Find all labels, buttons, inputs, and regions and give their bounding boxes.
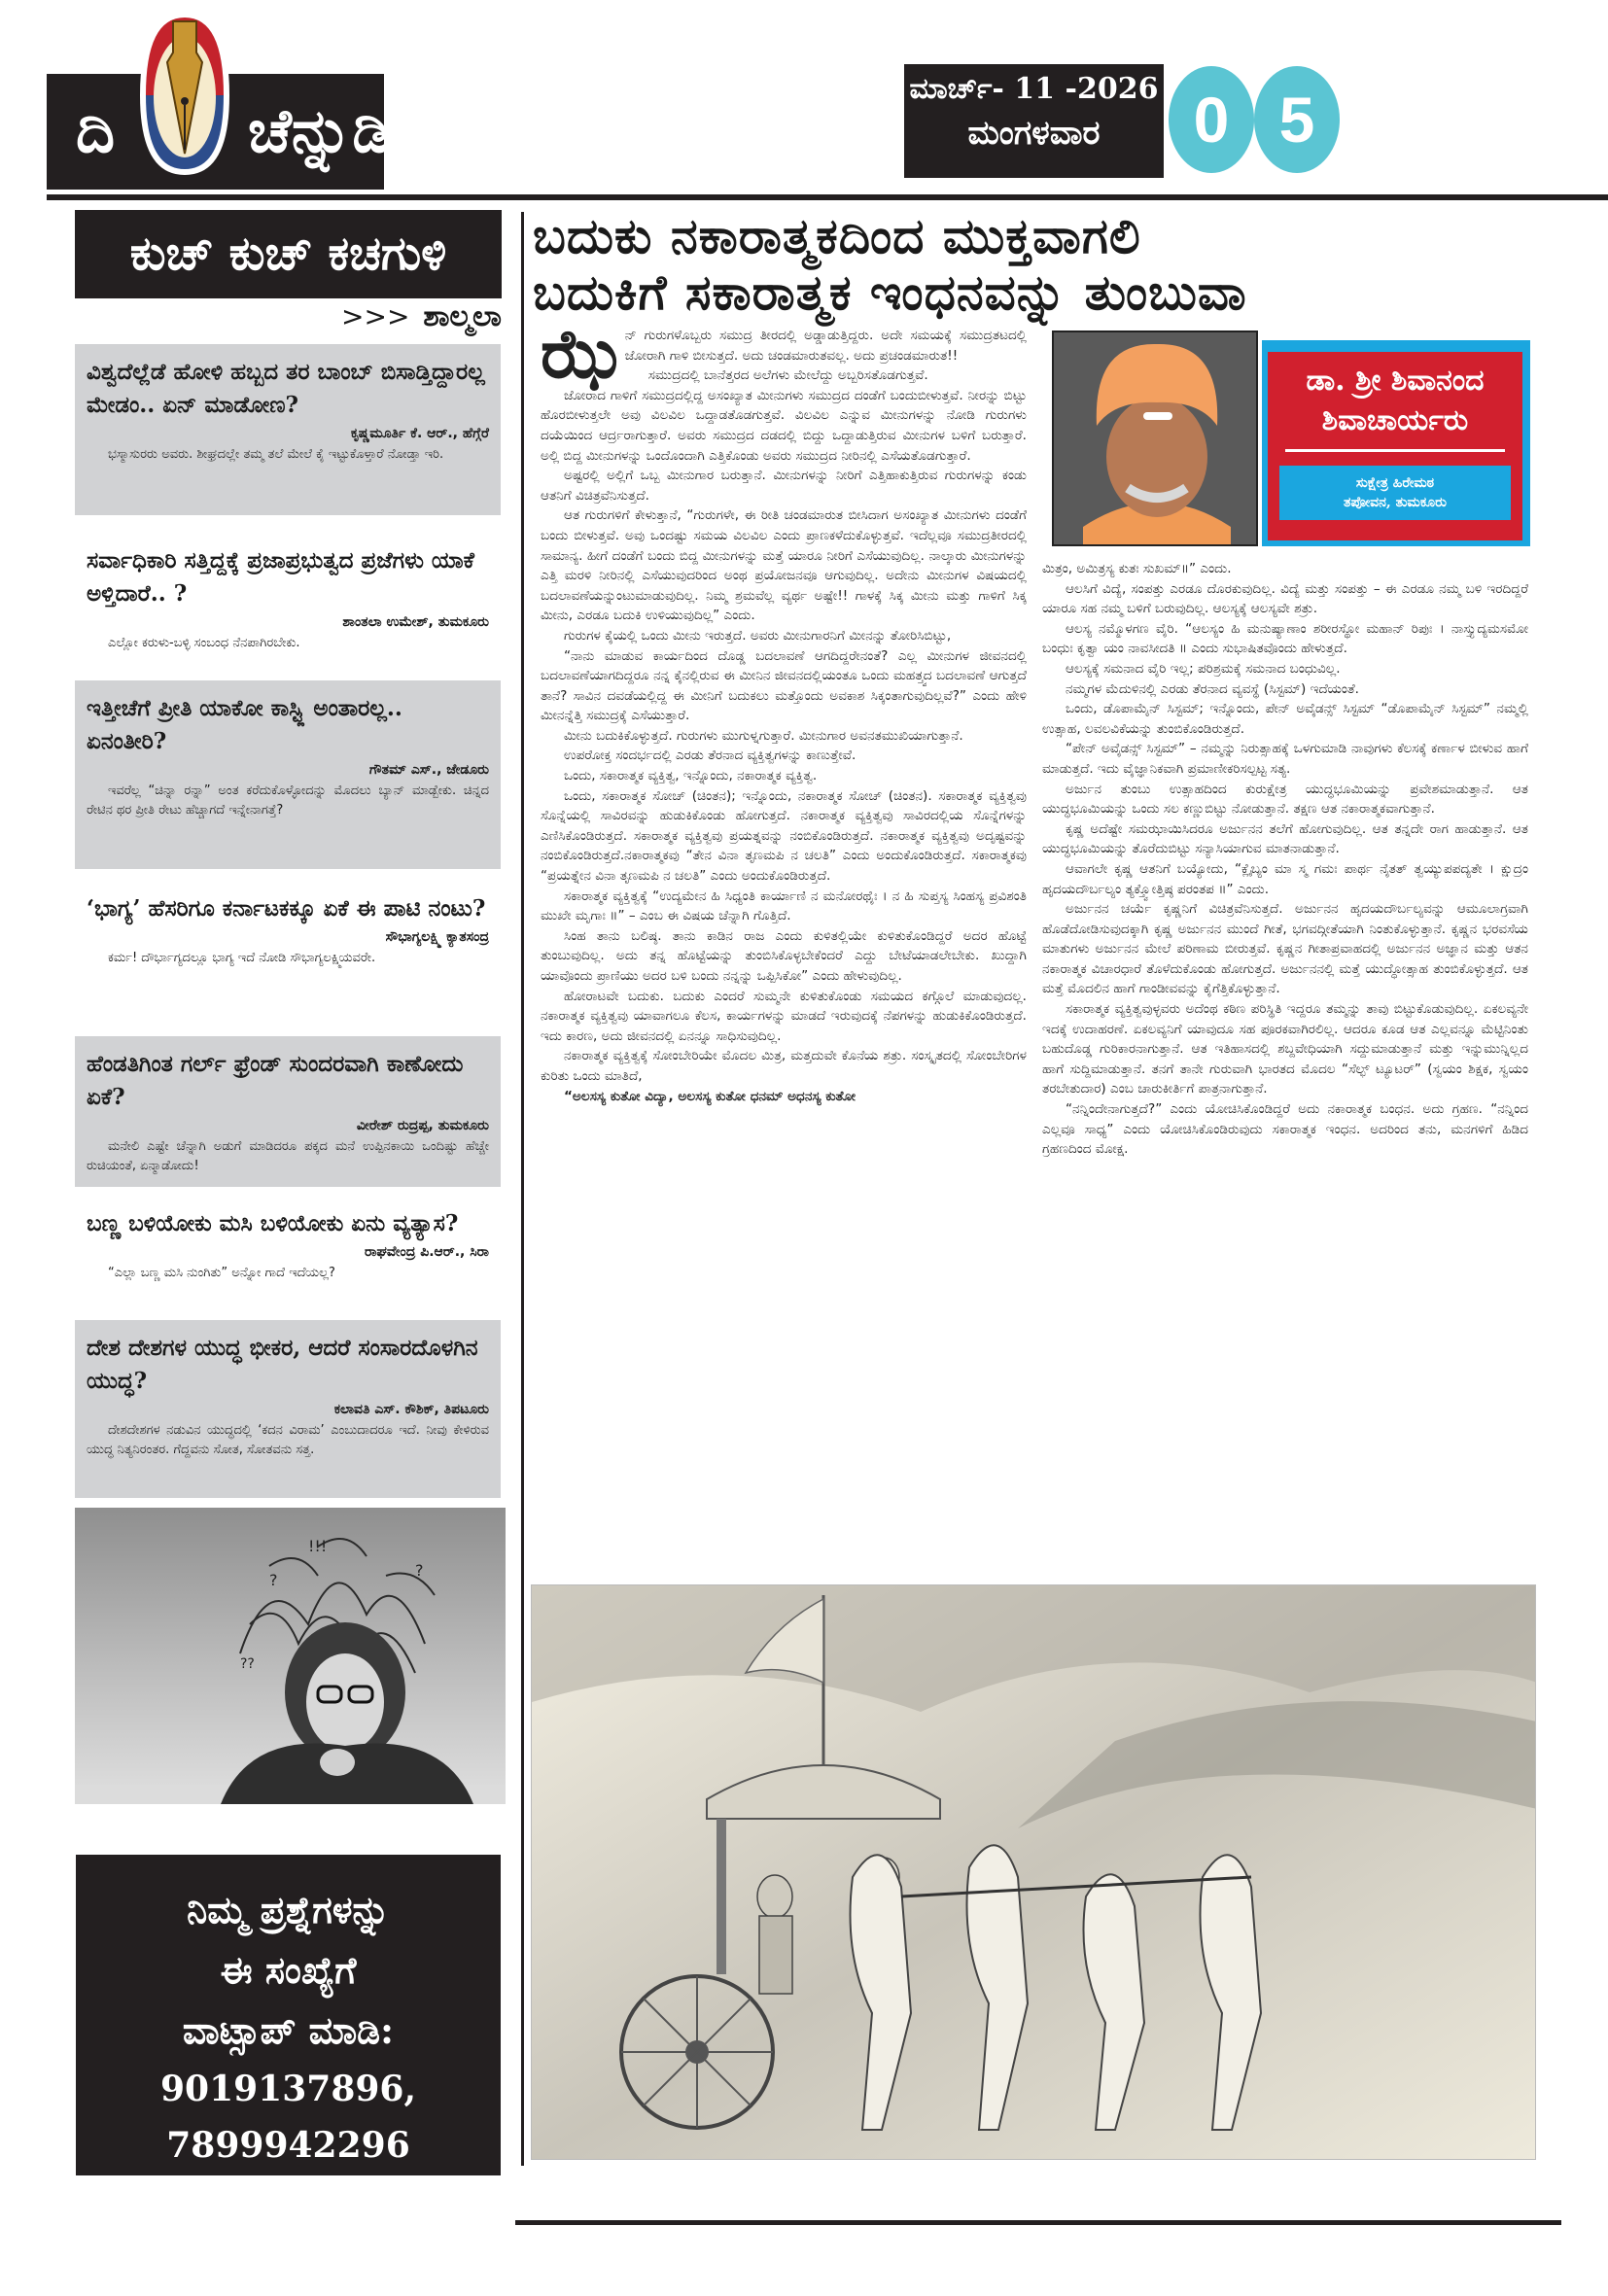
qa-question: ವಿಶ್ವದೆಲ್ಲೆಡೆ ಹೋಳಿ ಹಬ್ಬದ ತರ ಬಾಂಬ್ ಬಿಸಾಡ್ತಿದ್ದಾರಲ್ಲ ಮೇಡಂ.. ಏನ್ ಮಾಡೋಣ? xyxy=(87,359,485,418)
article-paragraph: “ನನ್ನಿಂದೇನಾಗುತ್ತದೆ?” ಎಂದು ಯೋಚಿಸಿಕೊಂಡಿದ್ದರೆ ಅದು ನಕಾರಾತ್ಮಕ ಬಂಧನ. ಅದು ಗ್ರಹಣ. “ನನ್ನಿಂದ ಎಲ್ಲವೂ ಸಾಧ್ಯ” ಎಂದು ಯೋಚಿಸಿಕೊಂಡಿರುವುದು ಸಕಾರಾತ್ಮಕ ಇಂಧನ. ಅದರಿಂದ ತನು, ಮನಗಳಿಗೆ ಹಿಡಿದ ಗ್ರಹಣದಿಂದ ಮೋಕ್ಷ. xyxy=(1042,1101,1528,1158)
whatsapp-line2: ಈ ಸಂಖ್ಯೆಗೆ xyxy=(220,1948,357,1992)
article-paragraph: “ಪೇನ್ ಅವೈಡನ್ಸ್ ಸಿಸ್ಟಮ್” – ನಮ್ಮನ್ನು ನಿರುತ್ಸಾಹಕ್ಕೆ ಒಳಗುಮಾಡಿ ನಾವುಗಳು ಕೆಲಸಕ್ಕೆ ಕರ್ಣಾಳ ಬೀಳುವ ಹಾಗೆ ಮಾಡುತ್ತದೆ. ಇದು ವೈಜ್ಞಾನಿಕವಾಗಿ ಪ್ರಮಾಣೀಕರಿಸಲ್ಪಟ್ಟ ಸತ್ಯ. xyxy=(1042,741,1528,777)
author-name-line-2: ಶಿವಾಚಾರ್ಯರು xyxy=(1321,403,1469,437)
svg-text:?: ? xyxy=(269,1571,278,1589)
author-place xyxy=(1279,466,1511,520)
whatsapp-line3: ವಾಟ್ಸಾಪ್ ಮಾಡಿ: xyxy=(182,2008,395,2052)
whatsapp-line1: ನಿಮ್ಮ ಪ್ರಶ್ನೆಗಳನ್ನು xyxy=(187,1888,390,1931)
svg-text:?: ? xyxy=(415,1561,424,1580)
article-paragraph: ಸಮುದ್ರದಲ್ಲಿ ಬಾನೆತ್ತರದ ಅಲೆಗಳು ಮೇಲೆದ್ದು ಅಬ್ಬರಿಸತೊಡಗುತ್ತವೆ. xyxy=(647,367,928,384)
column-byline xyxy=(253,299,502,333)
qa-item xyxy=(75,533,501,669)
brand-name-left: ದಿ xyxy=(76,95,116,166)
article-paragraph: ಆಲಸ್ಯ ನಮ್ಮೊಳಗಣ ವೈರಿ. “ಆಲಸ್ಯಂ ಹಿ ಮನುಷ್ಯಾಣಾಂ ಶರೀರಸ್ಥೋ ಮಹಾನ್ ರಿಪುಃ । ನಾಸ್ತ್ಯುದ್ಯಮಸಮೋ ಬಂಧುಃ ಕೃತ್ವಾ ಯಂ ನಾವಸೀದತಿ ॥ ಎಂದು ಸುಭಾಷಿತವೊಂದು ಹೇಳುತ್ತದೆ. xyxy=(1042,620,1528,657)
qa-answer: ದೇಶದೇಶಗಳ ನಡುವಿನ ಯುದ್ಧದಲ್ಲಿ ‘ಕದನ ವಿರಾಮ’ ಎಂಬುದಾದರೂ ಇದೆ. ನೀವು ಕೇಳಿರುವ ಯುದ್ಧ ನಿತ್ಯನಿರಂತರ. ಗೆದ್ದವನು ಸೋತ, ಸೋತವನು ಸತ್ತ. xyxy=(87,1423,489,1457)
qa-asked-by: ಗೌತಮ್ ಎಸ್., ಜೇಡೂರು xyxy=(368,762,489,778)
whatsapp-phone-1: 9019137896, xyxy=(159,2069,417,2109)
article-body-right xyxy=(1042,559,1528,1160)
confused-woman-illustration-icon xyxy=(75,1508,506,1804)
qa-asked-by: ಕೃಷ್ಣಮೂರ್ತಿ ಕೆ. ಆರ್., ಹೆಗ್ಗೆರೆ xyxy=(350,426,489,441)
author-place-line-1: ಸುಕ್ಷೇತ್ರ ಹಿರೇಮಠ xyxy=(1355,475,1435,491)
article-paragraph: ಮಿತ್ರಂ, ಅಮಿತ್ರಸ್ಯ ಕುತಃ ಸುಖಮ್॥” ಎಂದು. xyxy=(1042,561,1232,576)
article-paragraph: ಗುರುಗಳ ಕೈಯಲ್ಲಿ ಒಂದು ಮೀನು ಇರುತ್ತದೆ. ಅವರು ಮೀನುಗಾರನಿಗೆ ಮೀನನ್ನು ತೋರಿಸಿಬಿಟ್ಟು, xyxy=(564,627,952,644)
whatsapp-submission-box xyxy=(76,1855,501,2175)
article-paragraph: ಆತ ಗುರುಗಳಿಗೆ ಕೇಳುತ್ತಾನೆ, “ಗುರುಗಳೇ, ಈ ರೀತಿ ಚಂಡಮಾರುತ ಬೀಸಿದಾಗ ಅಸಂಖ್ಯಾತ ಮೀನುಗಳು ದಂಡೆಗೆ ಬಂದು ಬೀಳುತ್ತವೆ. ಅವು ಒಂದಷ್ಟು ಸಮಯ ವಿಲವಿಲ ಎಂದು ಪ್ರಾಣಕಳೆದುಕೊಳ್ಳುತ್ತವೆ. ಇದೆಲ್ಲವೂ ಸಮುದ್ರತೀರದಲ್ಲಿ ಸಾಮಾನ್ಯ. ಹೀಗೆ ದಂಡೆಗೆ ಬಂದು ಬಿದ್ದ ಮೀನುಗಳನ್ನು ಮತ್ತೆ ಯಾರೂ ನೀರಿಗೆ ಎಸೆಯುವುದಿಲ್ಲ. ನಾಲ್ಕಾರು ಮೀನುಗಳನ್ನು ಎತ್ತಿ ಮರಳಿ ನೀರಿನಲ್ಲಿ ಎಸೆಯುವುದರಿಂದ ಅಂಥ ಪ್ರಯೋಜನವೂ ಆಗುವುದಿಲ್ಲ. ಅದೇನು ಮೀನುಗಳ ವಿಷಯದಲ್ಲಿ ಬದಲಾವಣೆಯನ್ನುಂಟುಮಾಡುವುದಿಲ್ಲ. ನಿಮ್ಮ ಶ್ರಮವೆಲ್ಲ ವ್ಯರ್ಥ ಅಷ್ಟೇ!! ಗಾಳಕ್ಕೆ ಸಿಕ್ಕ ಮೀನು ಮತ್ತು ಗಾಳಿಗೆ ಸಿಕ್ಕ ಮೀನು, ಎರಡೂ ಬದುಕಿ ಉಳಿಯುವುದಿಲ್ಲ” ಎಂದು. xyxy=(541,507,1027,624)
qa-item xyxy=(75,881,501,1036)
article-paragraph: ಒಂದು, ಸಕಾರಾತ್ಮಕ ವ್ಯಕ್ತಿತ್ವ, ಇನ್ನೊಂದು, ನಕಾರಾತ್ಮಕ ವ್ಯಕ್ತಿತ್ವ. xyxy=(564,768,818,784)
article-body-left xyxy=(541,313,1027,1106)
qa-asked-by: ಶಾಂತಲಾ ಉಮೇಶ್, ತುಮಕೂರು xyxy=(342,614,489,630)
qa-question: ಸರ್ವಾಧಿಕಾರಿ ಸತ್ತಿದ್ದಕ್ಕೆ ಪ್ರಜಾಪ್ರಭುತ್ವದ ಪ್ರಜೆಗಳು ಯಾಕೆ ಅಳ್ತಿದಾರೆ.. ? xyxy=(87,547,474,607)
qa-item xyxy=(75,344,501,515)
qa-question: ಬಣ್ಣ ಬಳಿಯೋಕು ಮಸಿ ಬಳಿಯೋಕು ಏನು ವ್ಯತ್ಯಾಸ? xyxy=(87,1210,459,1236)
article-paragraph: ಅರ್ಜುನ ತುಂಬು ಉತ್ಸಾಹದಿಂದ ಕುರುಕ್ಷೇತ್ರ ಯುದ್ಧಭೂಮಿಯನ್ನು ಪ್ರವೇಶಮಾಡುತ್ತಾನೆ. ಆತ ಯುದ್ಧಭೂಮಿಯನ್ನು ಒಂದು ಸಲ ಕಣ್ಣುಬಿಟ್ಟು ನೋಡುತ್ತಾನೆ. ತಕ್ಷಣ ಆತ ನಕಾರಾತ್ಮಕವಾಗುತ್ತಾನೆ. xyxy=(1042,781,1528,818)
qa-question: ದೇಶ ದೇಶಗಳ ಯುದ್ಧ ಭೀಕರ, ಆದರೆ ಸಂಸಾರದೊಳಗಿನ ಯುದ್ಧ? xyxy=(87,1335,478,1394)
qa-question: ‘ಭಾಗ್ಯ’ ಹೆಸರಿಗೂ ಕರ್ನಾಟಕಕ್ಕೂ ಏಕೆ ಈ ಪಾಟಿ ನಂಟು? xyxy=(87,895,486,922)
author-name-line-1: ಡಾ. ಶ್ರೀ ಶಿವಾನಂದ xyxy=(1306,364,1485,398)
article-paragraph: ಸಕಾರಾತ್ಮಕ ವ್ಯಕ್ತಿತ್ವಕ್ಕೆ “ಉದ್ಯಮೇನ ಹಿ ಸಿಧ್ಯಂತಿ ಕಾರ್ಯಾಣಿ ನ ಮನೋರಥೈಃ । ನ ಹಿ ಸುಪ್ತಸ್ಯ ಸಿಂಹಸ್ಯ ಪ್ರವಿಶಂತಿ ಮುಖೇ ಮೃಗಾಃ ॥” – ಎಂಬ ಈ ವಿಷಯ ಚೆನ್ನಾಗಿ ಗೊತ್ತಿದೆ. xyxy=(541,887,1027,924)
article-paragraph: ಉಪರೋಕ್ತ ಸಂದರ್ಭದಲ್ಲಿ ಎರಡು ತೆರನಾದ ವ್ಯಕ್ತಿತ್ವಗಳನ್ನು ಕಾಣುತ್ತೇವೆ. xyxy=(564,748,856,764)
article-headline xyxy=(533,208,1573,321)
article-paragraph: ಅರ್ಜುನನ ಚರ್ಯೆ ಕೃಷ್ಣನಿಗೆ ವಿಚಿತ್ರವೆನಿಸುತ್ತದೆ. ಅರ್ಜುನನ ಹೃದಯದೌರ್ಬಲ್ಯವನ್ನು ಆಮೂಲಾಗ್ರವಾಗಿ ಹೊಡೆದೋಡಿಸುವುದಕ್ಕಾಗಿ ಕೃಷ್ಣ ಅರ್ಜುನನ ಮುಂದೆ ಗೀತೆ, ಭಗವದ್ಗೀತೆಯಾಗಿ ನಿಂತುಕೊಳ್ಳುತ್ತಾನೆ. ಕೃಷ್ಣನ ಭರವಸೆಯ ಮಾತುಗಳು ಅರ್ಜುನನ ಮೇಲೆ ಪರಿಣಾಮ ಬೀರುತ್ತವೆ. ಕೃಷ್ಣನ ಗೀತಾಪ್ರವಾಹದಲ್ಲಿ ಅರ್ಜುನನ ಅಜ್ಞಾನ ಮತ್ತು ಆತನ ನಕಾರಾತ್ಮಕ ವಿಚಾರಧಾರೆ ತೊಳೆದುಕೊಂಡು ಹೋಗುತ್ತದೆ. ಅರ್ಜುನನಲ್ಲಿ ಮತ್ತೆ ಯುದ್ಧೋತ್ಸಾಹ ತುಂಬಿಕೊಳ್ಳುತ್ತದೆ. ಆತ ಮತ್ತೆ ಮೊದಲಿನ ಹಾಗೆ ಗಾಂಡೀವವನ್ನು ಕೈಗೆತ್ತಿಕೊಳ್ಳುತ್ತಾನೆ. xyxy=(1042,901,1528,997)
qa-item xyxy=(75,1196,501,1317)
article-paragraph: “ನಾನು ಮಾಡುವ ಕಾರ್ಯದಿಂದ ದೊಡ್ಡ ಬದಲಾವಣೆ ಆಗದಿದ್ದರೇನಂತೆ? ಎಲ್ಲ ಮೀನುಗಳ ಜೀವನದಲ್ಲಿ ಬದಲಾವಣೆಯಾಗದಿದ್ದರೂ ನನ್ನ ಕೈನಲ್ಲಿರುವ ಈ ಮೀನಿನ ಜೀವನದಲ್ಲಿಯಂತೂ ಒಂದು ಮಹತ್ತ್ವದ ಬದಲಾವಣೆ ಆಗುತ್ತದೆ ತಾನೆ? ಸಾವಿನ ದವಡೆಯಲ್ಲಿದ್ದ ಈ ಮೀನಿಗೆ ಬದುಕಲು ಮತ್ತೊಂದು ಅವಕಾಶ ಸಿಕ್ಕಂತಾಗುವುದಿಲ್ಲವೆ?” ಎಂದು ಹೇಳಿ ಮೀನನ್ನೆತ್ತಿ ಸಮುದ್ರಕ್ಕೆ ಎಸೆಯುತ್ತಾರೆ. xyxy=(541,647,1027,724)
bottom-rule xyxy=(515,2220,1561,2225)
page-number-digit: 0 xyxy=(1169,66,1254,173)
confused-woman-photo xyxy=(75,1508,506,1804)
issue-date: ಮಾರ್ಚ್- 11 -2026 xyxy=(909,72,1159,106)
article-paragraph: ಆಲಸ್ಯಕ್ಕೆ ಸಮನಾದ ವೈರಿ ಇಲ್ಲ; ಪರಿಶ್ರಮಕ್ಕೆ ಸಮನಾದ ಬಂಧುವಿಲ್ಲ. xyxy=(1066,660,1341,677)
column-author: ಶಾಲ್ಮಲಾ xyxy=(423,299,502,333)
article-paragraph: ಸಿಂಹ ತಾನು ಬಲಿಷ್ಠ. ತಾನು ಕಾಡಿನ ರಾಜ ಎಂದು ಕುಳಿತಲ್ಲಿಯೇ ಕುಳಿತುಕೊಂಡಿದ್ದರೆ ಅದರ ಹೊಟ್ಟೆ ತುಂಬುವುದಿಲ್ಲ. ಅದು ತನ್ನ ಹೊಟ್ಟೆಯನ್ನು ತುಂಬಿಸಿಕೊಳ್ಳಬೇಕೆಂದರೆ ಎದ್ದು ಬೇಟೆಯಾಡಲೇಬೇಕು. ಖುದ್ದಾಗಿ ಯಾವೊಂದು ಪ್ರಾಣಿಯು ಅದರ ಬಳಿ ಬಂದು ನನ್ನನ್ನು ಒಪ್ಪಿಸಿಕೋ” ಎಂದು ಹೇಳುವುದಿಲ್ಲ. xyxy=(541,927,1027,984)
article-paragraph: ಅಷ್ಟರಲ್ಲಿ ಅಲ್ಲಿಗೆ ಒಬ್ಬ ಮೀನುಗಾರ ಬರುತ್ತಾನೆ. ಮೀನುಗಳನ್ನು ನೀರಿಗೆ ಎತ್ತಿಹಾಕುತ್ತಿರುವ ಗುರುಗಳನ್ನು ಕಂಡು ಆತನಿಗೆ ವಿಚಿತ್ರವೆನಿಸುತ್ತದೆ. xyxy=(541,468,1027,504)
date-box xyxy=(904,64,1164,178)
article-paragraph: ಒಂದು, ಸಕಾರಾತ್ಮಕ ಸೋಚ್ (ಚಿಂತನ); ಇನ್ನೊಂದು, ನಕಾರಾತ್ಮಕ ಸೋಚ್ (ಚಿಂತನ). ಸಕಾರಾತ್ಮಕ ವ್ಯಕ್ತಿತ್ವವು ಸೊನ್ನೆಯಲ್ಲಿ ಸಾವಿರವನ್ನು ಹುಡುಕಿಕೊಂಡು ಹೋಗುತ್ತದೆ. ನಕಾರಾತ್ಮಕ ವ್ಯಕ್ತಿತ್ವವು ಸಾವಿರದಲ್ಲಿಯ ಸೊನ್ನೆಗಳನ್ನು ಎಣಿಸಿಕೊಂಡಿರುತ್ತದೆ. ಸಕಾರಾತ್ಮಕ ವ್ಯಕ್ತಿತ್ವವು ಪ್ರಯತ್ನವನ್ನು ನಂಬಿಕೊಂಡಿರುತ್ತದೆ. ನಕಾರಾತ್ಮಕ ವ್ಯಕ್ತಿತ್ವವು ಅದೃಷ್ಟವನ್ನು ನಂಬಿಕೊಂಡಿರುತ್ತದೆ.ನಕಾರಾತ್ಮಕವು “ತೇನ ವಿನಾ ತೃಣಮಪಿ ನ ಚಲತಿ” ಎಂದು ಅಂದುಕೊಂಡಿರುತ್ತದೆ. ಸಕಾರಾತ್ಮಕವು “ಪ್ರಯತ್ನೇನ ವಿನಾ ತೃಣಮಪಿ ನ ಚಲತಿ” ಎಂದು ಅಂದುಕೊಂಡಿರುತ್ತದೆ. xyxy=(541,787,1027,885)
qa-asked-by: ಸೌಭಾಗ್ಯಲಕ್ಷ್ಮಿ ಕ್ಯಾತಸಂದ್ರ xyxy=(385,929,489,945)
page-number-digit: 5 xyxy=(1254,66,1340,173)
article-paragraph: ಒಂದು, ಡೊಪಾಮೈನ್ ಸಿಸ್ಟಮ್; ಇನ್ನೊಂದು, ಪೇನ್ ಅವೈಡನ್ಸ್ ಸಿಸ್ಟಮ್ “ಡೊಪಾಮೈನ್ ಸಿಸ್ಟಮ್” ನಮ್ಮಲ್ಲಿ ಉತ್ಸಾಹ, ಲವಲವಿಕೆಯನ್ನು ತುಂಬಿಕೊಂಡಿರುತ್ತದೆ. xyxy=(1042,701,1528,737)
qa-answer: ಎಲ್ಲೋ ಕರುಳು-ಬಳ್ಳಿ ಸಂಬಂಧ ನೆನಪಾಗಿರಬೇಕು. xyxy=(108,636,300,650)
article-paragraph: ನಕಾರಾತ್ಮಕ ವ್ಯಕ್ತಿತ್ವಕ್ಕೆ ಸೋಂಬೇರಿಯೇ ಮೊದಲ ಮಿತ್ರ, ಮತ್ತದುವೇ ಕೊನೆಯ ಶತ್ರು. ಸಂಸ್ಕೃತದಲ್ಲಿ ಸೋಂಬೇರಿಗಳ ಕುರಿತು ಒಂದು ಮಾತಿದೆ, xyxy=(541,1048,1027,1084)
article-paragraph: ಆಲಸಿಗೆ ವಿದ್ಯೆ, ಸಂಪತ್ತು ಎರಡೂ ದೊರಕುವುದಿಲ್ಲ. ವಿದ್ಯೆ ಮತ್ತು ಸಂಪತ್ತು – ಈ ಎರಡೂ ನಮ್ಮ ಬಳಿ ಇರದಿದ್ದರೆ ಯಾರೂ ಸಹ ನಮ್ಮ ಬಳಿಗೆ ಬರುವುದಿಲ್ಲ. ಆಲಸ್ಯಕ್ಕೆ ಆಲಸ್ಯವೇ ಶತ್ರು. xyxy=(1042,580,1528,617)
article-paragraph: ನಮ್ಮಗಳ ಮೆದುಳಿನಲ್ಲಿ ಎರಡು ತೆರನಾದ ವ್ಯವಸ್ಥೆ (ಸಿಸ್ಟಮ್) ಇದೆಯಂತೆ. xyxy=(1066,680,1359,697)
portrait-illustration-icon xyxy=(1054,332,1258,546)
article-paragraph: ಕೃಷ್ಣ ಅದೆಷ್ಟೇ ಸಮಝಾಯಿಸಿದರೂ ಅರ್ಜುನನ ತಲೆಗೆ ಹೋಗುವುದಿಲ್ಲ. ಆತ ತನ್ನದೇ ರಾಗ ಹಾಡುತ್ತಾನೆ. ಆತ ಯುದ್ಧಭೂಮಿಯನ್ನು ತೊರೆದುಬಿಟ್ಟು ಸನ್ಯಾಸಿಯಾಗುವ ಮಾತನಾಡುತ್ತಾನೆ. xyxy=(1042,820,1528,857)
byline-arrows: >>> xyxy=(341,300,410,332)
article-paragraph: ಝೆನ್ ಗುರುಗಳೊಬ್ಬರು ಸಮುದ್ರ ತೀರದಲ್ಲಿ ಅಡ್ಡಾಡುತ್ತಿದ್ದರು. ಅದೇ ಸಮಯಕ್ಕೆ ಸಮುದ್ರತಟದಲ್ಲಿ ಜೋರಾಗಿ ಗಾಳಿ ಬೀಸುತ್ತದೆ. ಅದು ಚಂಡಮಾರುತವಲ್ಲ. ಅದು ಪ್ರಚಂಡಮಾರುತ!! xyxy=(541,313,1027,394)
article-paragraph: ಜೋರಾದ ಗಾಳಿಗೆ ಸಮುದ್ರದಲ್ಲಿದ್ದ ಅಸಂಖ್ಯಾತ ಮೀನುಗಳು ಸಮುದ್ರದ ದಂಡೆಗೆ ಬಂದುಬೀಳುತ್ತವೆ. ನೀರನ್ನು ಬಿಟ್ಟು ಹೊರಬೀಳುತ್ತಲೇ ಅವು ವಿಲವಿಲ ಒದ್ದಾಡತೊಡಗುತ್ತವೆ. ವಿಲವಿಲ ಎನ್ನುವ ಮೀನುಗಳನ್ನು ನೋಡಿ ಗುರುಗಳು ದಯೆಯಿಂದ ಆರ್ದ್ರರಾಗುತ್ತಾರೆ. ಅವರು ಸಮುದ್ರದ ದಡದಲ್ಲಿ ಬಿದ್ದು ಒದ್ದಾಡುತ್ತಿರುವ ಮೀನುಗಳ ಬಳಿಗೆ ಬರುತ್ತಾರೆ. ಅಲ್ಲಿ ಬಿದ್ದ ಮೀನುಗಳನ್ನು ಒಂದೊಂದಾಗಿ ಎತ್ತಿಕೊಂಡು ಅವರು ಸಮುದ್ರದ ನೀರಿನಲ್ಲಿ ಎಸೆಯತೊಡಗುತ್ತಾರೆ. xyxy=(541,387,1027,464)
article-paragraph: ಸಕಾರಾತ್ಮಕ ವ್ಯಕ್ತಿತ್ವವುಳ್ಳವರು ಅದೆಂಥ ಕಠಿಣ ಪರಿಸ್ಥಿತಿ ಇದ್ದರೂ ತಮ್ಮನ್ನು ತಾವು ಬಿಟ್ಟುಕೊಡುವುದಿಲ್ಲ. ಏಕಲವ್ಯನೇ ಇದಕ್ಕೆ ಉದಾಹರಣೆ. ಏಕಲವ್ಯನಿಗೆ ಯಾವುದೂ ಸಹ ಪೂರಕವಾಗಿರಲಿಲ್ಲ. ಆದರೂ ಕೂಡ ಆತ ಎಲ್ಲವನ್ನೂ ಮೆಟ್ಟಿನಿಂತು ಬಹುದೊಡ್ಡ ಗುರಿಕಾರನಾಗುತ್ತಾನೆ. ಆತ ಇತಿಹಾಸದಲ್ಲಿ ಶಬ್ದವೇಧಿಯಾಗಿ ಸದ್ದುಮಾಡುತ್ತಾನೆ ಮತ್ತು ಇನ್ನುಮುನ್ನಿಲ್ಲದ ಹಾಗೆ ಸುದ್ದಿಮಾಡುತ್ತಾನೆ. ತನಗೆ ತಾನೇ ಗುರುವಾಗಿ ಭಾರತದ ಮೊದಲ “ಸೆಲ್ಫ್ ಟ್ಯೂಟರ್” (ಸ್ವಯಂ ಶಿಕ್ಷಕ, ಸ್ವಯಂ ತರಬೇತುದಾರ) ಎಂಬ ಚಾರುಕೀರ್ತಿಗೆ ಪಾತ್ರನಾಗುತ್ತಾನೆ. xyxy=(1042,1001,1528,1097)
column-divider xyxy=(521,212,524,2166)
qa-question: ಹೆಂಡತಿಗಿಂತ ಗರ್ಲ್ ಫ್ರೆಂಡ್ ಸುಂದರವಾಗಿ ಕಾಣೋದು ಏಕೆ? xyxy=(87,1051,464,1110)
qa-asked-by: ರಾಘವೇಂದ್ರ ಪಿ.ಆರ್., ಸಿರಾ xyxy=(365,1244,489,1260)
qa-answer: ಮನೇಲಿ ಎಷ್ಟೇ ಚೆನ್ನಾಗಿ ಅಡುಗೆ ಮಾಡಿದರೂ ಪಕ್ಕದ ಮನೆ ಉಪ್ಪಿನಕಾಯಿ ಒಂದಿಷ್ಟು ಹೆಚ್ಚೇ ರುಚಿಯಂತೆ, ಏನ್ಮಾಡೋದು! xyxy=(87,1139,489,1173)
svg-text:!!!: !!! xyxy=(308,1537,328,1555)
chariot-sketch-illustration-icon xyxy=(532,1585,1536,2160)
author-place-line-2: ತಪೋವನ, ತುಮಕೂರು xyxy=(1344,495,1447,510)
masthead-rule xyxy=(47,194,1608,200)
fountain-pen-nib-emblem-icon xyxy=(134,8,235,179)
qa-asked-by: ಕಲಾವತಿ ಎಸ್. ಕೌಶಿಕ್, ತಿಪಟೂರು xyxy=(333,1402,489,1417)
svg-text:??: ?? xyxy=(240,1656,255,1672)
qa-asked-by: ವೀರೇಶ್ ರುದ್ರಪ್ಪ, ತುಮಕೂರು xyxy=(356,1118,489,1133)
issue-weekday: ಮಂಗಳವಾರ xyxy=(967,114,1101,153)
article-paragraph: ಆವಾಗಲೇ ಕೃಷ್ಣ ಆತನಿಗೆ ಬಯ್ಯೋದು, “ಕ್ಲೈಬ್ಯಂ ಮಾ ಸ್ಮ ಗಮಃ ಪಾರ್ಥ ನೈತತ್ ತ್ವಯ್ಯುಪಪದ್ಯತೇ । ಕ್ಷುದ್ರಂ ಹೃದಯದೌರ್ಬಲ್ಯಂ ತ್ಯಕ್ತ್ವೋತ್ತಿಷ್ಠ ಪರಂತಪ ॥” ಎಂದು. xyxy=(1042,860,1528,897)
qa-answer: ಇವರೆಲ್ಲ “ಚಿನ್ನಾ ರನ್ನಾ” ಅಂತ ಕರೆದುಕೊಳ್ಳೋದನ್ನು ಮೊದಲು ಬ್ಯಾನ್ ಮಾಡ್ಬೇಕು. ಚಿನ್ನದ ರೇಟಿನ ಥರ ಪ್ರೀತಿ ರೇಟು ಹೆಚ್ಚಾಗದೆ ಇನ್ನೇನಾಗತ್ತೆ? xyxy=(87,783,489,818)
drop-cap: ಝೆ xyxy=(541,313,621,394)
article-paragraph: ಮೀನು ಬದುಕಿಕೊಳ್ಳುತ್ತದೆ. ಗುರುಗಳು ಮುಗುಳ್ನಗುತ್ತಾರೆ. ಮೀನುಗಾರ ಅವನತಮುಖಿಯಾಗುತ್ತಾನೆ. xyxy=(564,727,963,744)
brand-name-right: ಚೆನ್ನುಡಿ xyxy=(248,95,391,166)
qa-question: ಇತ್ತೀಚೆಗೆ ಪ್ರೀತಿ ಯಾಕೋ ಕಾಸ್ಟ್ಲಿ ಅಂತಾರಲ್ಲ.. ಏನಂತೀರಿ? xyxy=(87,695,402,754)
qa-item xyxy=(75,680,501,869)
article-paragraph: ಹೋರಾಟವೇ ಬದುಕು. ಬದುಕು ಎಂದರೆ ಸುಮ್ಮನೇ ಕುಳಿತುಕೊಂಡು ಸಮಯದ ಕಗ್ಗೊಲೆ ಮಾಡುವುದಲ್ಲ. ನಕಾರಾತ್ಮಕ ವ್ಯಕ್ತಿತ್ವವು ಯಾವಾಗಲೂ ಕೆಲಸ, ಕಾರ್ಯಗಳನ್ನು ಮಾಡದೆ ಇರುವುದಕ್ಕೆ ನೆಪಗಳನ್ನು ಹುಡುಕಿಕೊಂಡಿರುತ್ತದೆ. ಇದು ಕಾರಣ, ಅದು ಜೀವನದಲ್ಲಿ ಏನನ್ನೂ ಸಾಧಿಸುವುದಿಲ್ಲ. xyxy=(541,988,1027,1044)
author-info-box xyxy=(1268,352,1522,540)
headline-line-1: ಬದುಕು ನಕಾರಾತ್ಮಕದಿಂದ ಮುಕ್ತವಾಗಲಿ xyxy=(533,207,1141,264)
krishna-arjuna-chariot-sketch xyxy=(531,1584,1536,2160)
headline-line-2: ಬದುಕಿಗೆ ಸಕಾರಾತ್ಮಕ ಇಂಧನವನ್ನು ತುಂಬುವಾ xyxy=(533,263,1247,321)
column-title: ಕುಚ್ ಕುಚ್ ಕಚಗುಳಿ xyxy=(75,210,502,298)
qa-answer: ಕರ್ಮ! ದೌರ್ಭಾಗ್ಯದಲ್ಲೂ ಭಾಗ್ಯ ಇದೆ ನೋಡಿ ಸೌಭಾಗ್ಯಲಕ್ಷ್ಮಿಯವರೇ. xyxy=(108,951,376,965)
qa-answer: “ಎಲ್ಲಾ ಬಣ್ಣ ಮಸಿ ನುಂಗಿತು” ಅನ್ನೋ ಗಾದೆ ಇದೆಯಲ್ಲ? xyxy=(108,1266,335,1280)
swamiji-portrait-photo xyxy=(1052,330,1258,546)
whatsapp-phone-2: 7899942296 xyxy=(166,2125,410,2166)
qa-item xyxy=(75,1320,501,1498)
article-paragraph: “ಅಲಸಸ್ಯ ಕುತೋ ವಿದ್ಯಾ, ಅಲಸಸ್ಯ ಕುತೋ ಧನಮ್ ಅಧನಸ್ಯ ಕುತೋ xyxy=(564,1088,856,1104)
qa-answer: ಭಸ್ಮಾಸುರರು ಅವರು. ಶೀಘ್ರದಲ್ಲೇ ತಮ್ಮ ತಲೆ ಮೇಲೆ ಕೈ ಇಟ್ಟುಕೊಳ್ತಾರೆ ನೋಡ್ತಾ ಇರಿ. xyxy=(108,447,444,462)
author-divider xyxy=(1285,449,1505,452)
qa-item xyxy=(75,1036,501,1187)
